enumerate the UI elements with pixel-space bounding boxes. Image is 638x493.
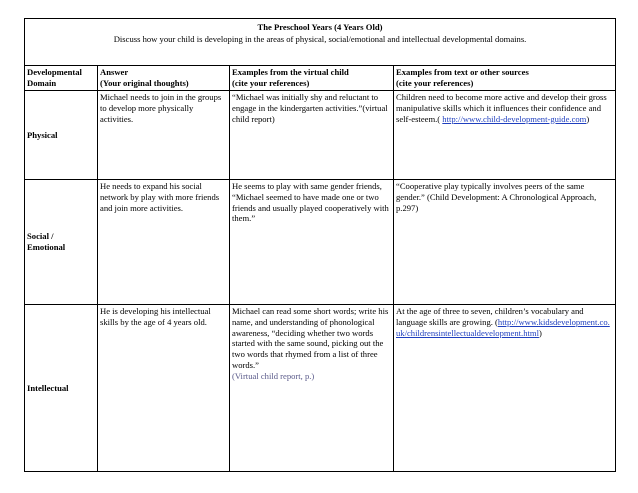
document-title: The Preschool Years (4 Years Old): [257, 22, 383, 32]
virtual-header-line2: (cite your references): [232, 77, 310, 88]
table-row-intellectual: [25, 305, 616, 472]
virtual-intellectual: [230, 305, 394, 472]
virtual-social: He seems to play with same gender friends, “Michael seemed to have made one or two friends and usually played cooperatively with them.”: [230, 180, 394, 305]
virtual-physical: “Michael was initially shy and reluctant to engage in the kindergarten activities.”(virtual child report): [230, 91, 394, 180]
preschool-domains-table: [24, 18, 616, 472]
answer-header-line2: (Your original thoughts): [100, 77, 189, 88]
text-intellectual-main: At the age of three to seven, children’s vocabulary and language skills are growing. (: [396, 306, 584, 327]
text-physical-tail: ): [586, 113, 590, 124]
domain-social-emotional: [25, 180, 98, 305]
virtual-intellectual-citation: (Virtual child report, p.): [232, 370, 315, 381]
domain-header-line2: Domain: [27, 77, 57, 88]
document-subtitle: Discuss how your child is developing in the areas of physical, social/emotional and intellectual developmental domains.: [113, 33, 527, 44]
child-development-guide-link[interactable]: http://www.child-development-guide.com: [442, 113, 587, 124]
answer-social: He needs to expand his social network by play with more friends and join more activities.: [98, 180, 230, 305]
text-social: “Cooperative play typically involves peers of the same gender.” (Child Development: A Chronological Approach, p.297): [394, 180, 616, 305]
column-header-row: [25, 66, 616, 91]
text-physical-main: Children need to become more active and develop their gross manipulative skills which it influences their confidence and self-esteem.(: [396, 92, 607, 124]
text-header-line2: (cite your references): [396, 77, 474, 88]
title-cell: [25, 19, 616, 66]
virtual-intellectual-text: Michael can read some short words; write his name, and understanding of phonological awareness, “deciding whether two words started with the same sound, picking out the two words that rhymed from a list of three words.”: [232, 306, 389, 370]
kidsdevelopment-link[interactable]: http://www.kidsdevelopment.co.uk/childrensintellectualdevelopment.html: [396, 316, 610, 338]
domain-social-line2: Emotional: [27, 242, 66, 252]
text-column-header: [394, 66, 616, 91]
domain-intellectual: Intellectual: [25, 305, 98, 472]
domain-social-line1: Social /: [27, 231, 54, 242]
answer-physical: Michael needs to join in the groups to develop more physically activities.: [98, 91, 230, 180]
title-row: [25, 19, 616, 66]
virtual-column-header: [230, 66, 394, 91]
domain-physical: Physical: [25, 91, 98, 180]
domain-column-header: [25, 66, 98, 91]
text-intellectual: [394, 305, 616, 472]
text-physical: [394, 91, 616, 180]
answer-header-line1: Answer: [100, 67, 129, 77]
answer-column-header: [98, 66, 230, 91]
virtual-header-line1: Examples from the virtual child: [232, 67, 349, 77]
answer-intellectual: He is developing his intellectual skills by the age of 4 years old.: [98, 305, 230, 472]
table-row-social: [25, 180, 616, 305]
table-row-physical: [25, 91, 616, 180]
domain-header-line1: Developmental: [27, 67, 82, 77]
text-intellectual-tail: ): [538, 327, 542, 338]
text-header-line1: Examples from text or other sources: [396, 67, 529, 77]
